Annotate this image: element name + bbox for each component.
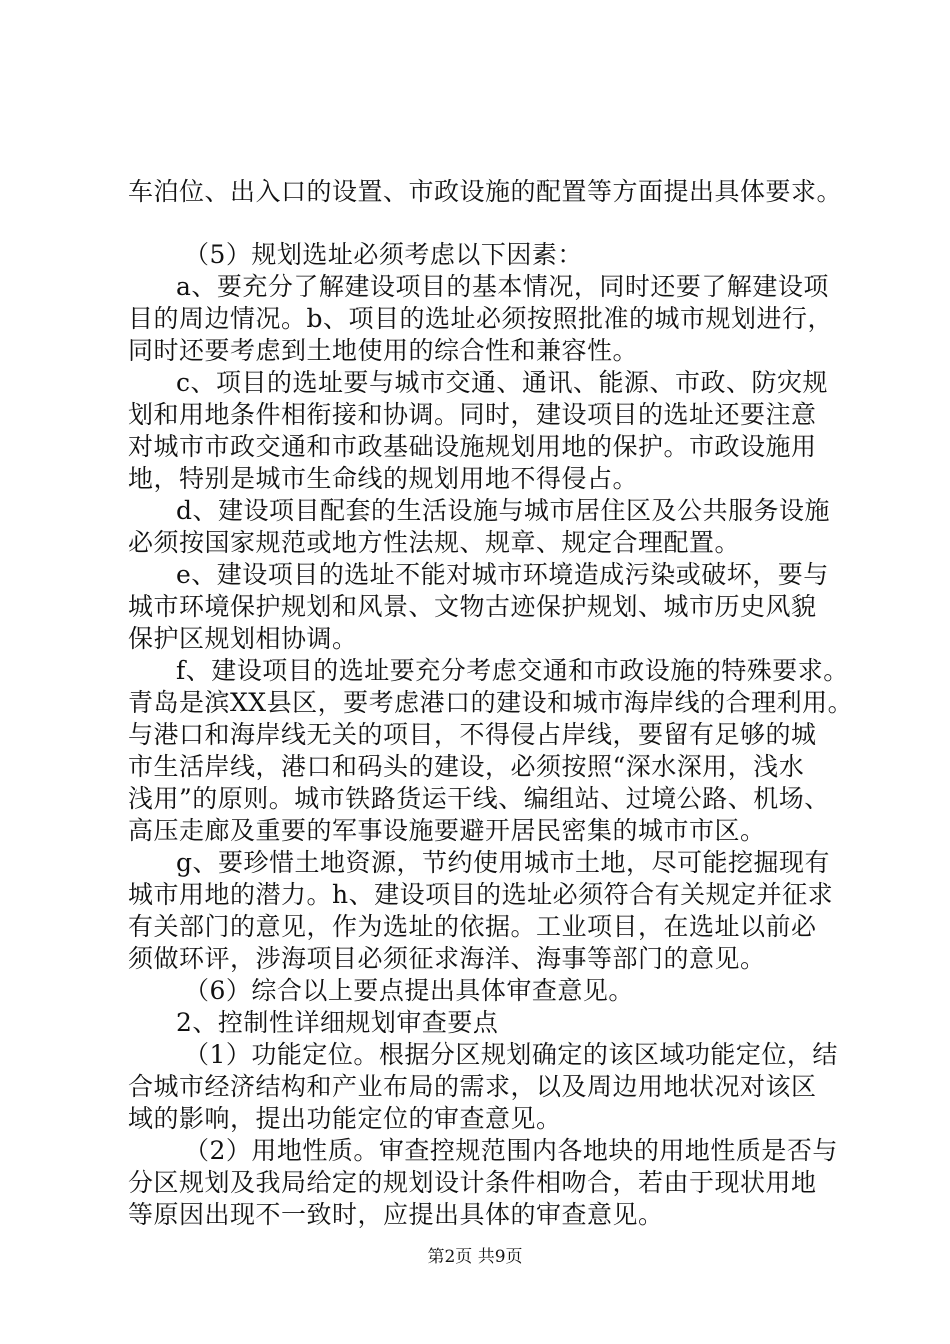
text-line: 城市环境保护规划和风景、文物古迹保护规划、城市历史风貌 [128,592,817,621]
text-line: e、建设项目的选址不能对城市环境造成污染或破坏，要与 [176,560,829,589]
text-line: 合城市经济结构和产业布局的需求，以及周边用地状况对该区 [128,1072,817,1101]
text-line: （1）功能定位。根据分区规划确定的该区域功能定位，结 [184,1040,838,1069]
text-line: 划和用地条件相衔接和协调。同时，建设项目的选址还要注意 [128,400,817,429]
text-line: （6）综合以上要点提出具体审查意见。 [184,976,634,1005]
text-line: 域的影响，提出功能定位的审查意见。 [128,1104,562,1133]
text-line: 保护区规划相协调。 [128,624,358,653]
text-line: 高压走廊及重要的军事设施要避开居民密集的城市市区。 [128,816,766,845]
text-line: 浅用”的原则。城市铁路货运干线、编组站、过境公路、机场、 [128,784,830,813]
text-line: a、要充分了解建设项目的基本情况，同时还要了解建设项 [176,272,829,301]
body-text [128,176,854,1231]
text-line: f、建设项目的选址要充分考虑交通和市政设施的特殊要求。 [176,656,849,685]
text-line: 与港口和海岸线无关的项目，不得侵占岸线，要留有足够的城 [128,720,817,749]
text-line: 对城市市政交通和市政基础设施规划用地的保护。市政设施用 [128,432,817,461]
text-line: 目的周边情况。b、项目的选址必须按照批准的城市规划进行， [128,304,834,333]
text-line: 地，特别是城市生命线的规划用地不得侵占。 [128,464,639,493]
text-line: 分区规划及我局给定的规划设计条件相吻合，若由于现状用地 [128,1168,817,1197]
text-line: 城市用地的潜力。h、建设项目的选址必须符合有关规定并征求 [128,880,834,909]
page-number-footer: 第2页 共9页 [427,1247,523,1267]
text-line: 须做环评，涉海项目必须征求海洋、海事等部门的意见。 [128,944,766,973]
text-line: 必须按国家规范或地方性法规、规章、规定合理配置。 [128,528,741,557]
text-line: （5）规划选址必须考虑以下因素： [184,240,583,269]
text-line: g、要珍惜土地资源，节约使用城市土地，尽可能挖掘现有 [176,848,831,877]
text-line: d、建设项目配套的生活设施与城市居住区及公共服务设施 [176,496,831,525]
text-line: 同时还要考虑到土地使用的综合性和兼容性。 [128,336,639,365]
text-line: 有关部门的意见，作为选址的依据。工业项目，在选址以前必 [128,912,817,941]
text-line: c、项目的选址要与城市交通、通讯、能源、市政、防灾规 [176,368,829,397]
text-line: 青岛是滨XX县区，要考虑港口的建设和城市海岸线的合理利用。 [128,688,854,717]
text-line: 2、控制性详细规划审查要点 [176,1008,499,1037]
text-line: 市生活岸线，港口和码头的建设，必须按照“深水深用，浅水 [128,752,805,781]
text-line: 等原因出现不一致时，应提出具体的审查意见。 [128,1200,664,1229]
text-line: （2）用地性质。审查控规范围内各地块的用地性质是否与 [184,1136,838,1165]
text-line: 车泊位、出入口的设置、市政设施的配置等方面提出具体要求。 [128,177,843,206]
